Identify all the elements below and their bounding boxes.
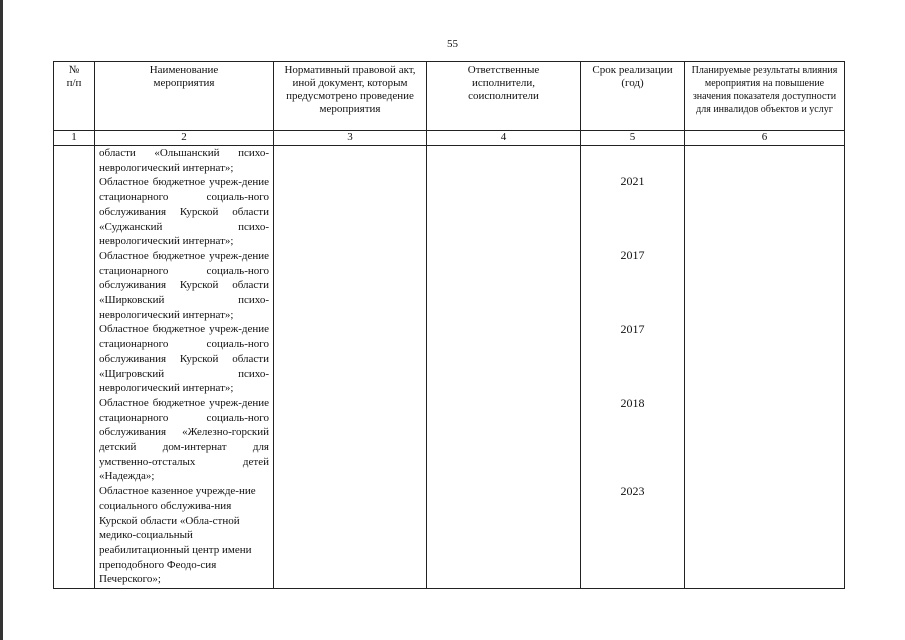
institution-entry: Областное бюджетное учреж-дение стационарного социаль-ного обслуживания Курской области «Щигровский психо-неврологический интернат»; bbox=[99, 323, 269, 395]
year-value: 2017 bbox=[620, 248, 645, 262]
header-col-5 bbox=[581, 62, 685, 131]
page-number: 55 bbox=[447, 38, 458, 50]
header-col-2 bbox=[95, 62, 274, 131]
row-number-cell bbox=[54, 146, 95, 589]
measure-name-cell bbox=[95, 146, 274, 589]
institution-entry: Областное бюджетное учреж-дение стационарного социаль-ного обслуживания Курской области «Суджанский психо-неврологический интернат»; bbox=[99, 176, 269, 248]
column-number: 6 bbox=[685, 131, 845, 146]
header-col-1 bbox=[54, 62, 95, 131]
institution-entry: Областное казенное учрежде-ние социального обслужива-ния Курской области «Обла-стной медико-социальный реабилитационный центр имени преподобного Феодо-сия Печерского»; bbox=[99, 485, 256, 586]
header-text: Срок реализации (год) bbox=[592, 64, 673, 89]
scan-edge bbox=[0, 0, 3, 640]
year-value: 2021 bbox=[620, 174, 645, 188]
table-row bbox=[54, 146, 845, 589]
planned-results-cell bbox=[685, 146, 845, 589]
institution-entry: области «Ольшанский психо-неврологический интернат»; bbox=[99, 147, 269, 174]
measures-table bbox=[53, 61, 845, 589]
legal-act-cell bbox=[274, 146, 427, 589]
column-number: 2 bbox=[95, 131, 274, 146]
header-text: № п/п bbox=[66, 64, 82, 89]
header-text: Ответственные исполнители, соисполнители bbox=[467, 64, 540, 102]
header-col-4 bbox=[427, 62, 581, 131]
header-col-3 bbox=[274, 62, 427, 131]
column-number: 5 bbox=[581, 131, 685, 146]
institution-entry: Областное бюджетное учреж-дение стационарного социаль-ного обслуживания «Железно-горский детский дом-интернат для умственно-отсталых детей «Надежда»; bbox=[99, 396, 269, 483]
institution-entry: Областное бюджетное учреж-дение стационарного социаль-ного обслуживания Курской области «Ширковский психо-неврологический интернат»; bbox=[99, 249, 269, 321]
column-number: 3 bbox=[274, 131, 427, 146]
implementation-year-cell bbox=[581, 146, 685, 589]
year-value: 2018 bbox=[620, 396, 645, 410]
header-row bbox=[54, 62, 845, 131]
executors-cell bbox=[427, 146, 581, 589]
column-numbers-row bbox=[54, 131, 845, 146]
header-col-6 bbox=[685, 62, 845, 131]
header-text: Наименование мероприятия bbox=[149, 64, 219, 89]
header-text: Нормативный правовой акт, иной документ, которым предусмотрено проведение мероприятия bbox=[284, 64, 416, 115]
header-text: Планируемые результаты влияния мероприятия на повышение значения показателя доступности для инвалидов объектов и услуг bbox=[691, 65, 838, 115]
year-value: 2017 bbox=[620, 322, 645, 336]
column-number: 4 bbox=[427, 131, 581, 146]
year-value: 2023 bbox=[620, 484, 645, 498]
column-number: 1 bbox=[54, 131, 95, 146]
